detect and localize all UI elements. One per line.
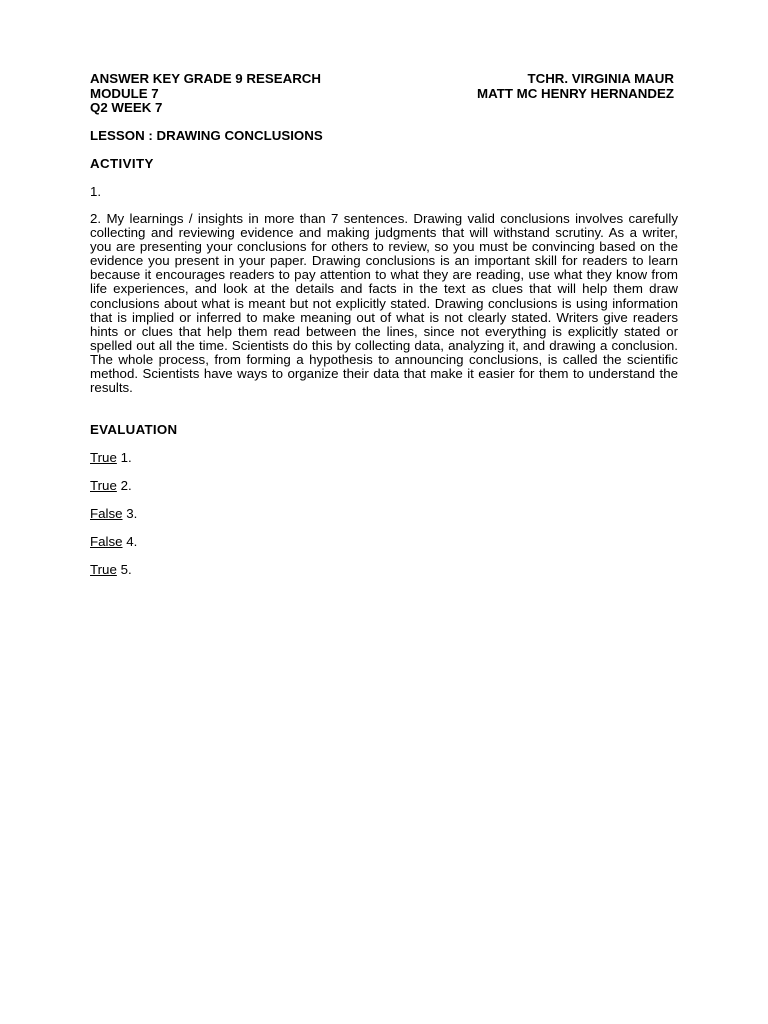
activity-heading: ACTIVITY <box>90 156 154 171</box>
evaluation-item <box>90 450 137 478</box>
evaluation-number: 3. <box>126 506 138 521</box>
evaluation-answer: True <box>90 562 117 577</box>
lesson-title: LESSON : DRAWING CONCLUSIONS <box>90 128 323 143</box>
evaluation-answer: False <box>90 534 123 549</box>
evaluation-answer: False <box>90 506 123 521</box>
evaluation-number: 1. <box>120 450 132 465</box>
evaluation-item <box>90 534 137 562</box>
module-label: MODULE 7 <box>90 85 159 101</box>
header-row-2 <box>90 87 674 102</box>
evaluation-item <box>90 562 137 590</box>
week-label: Q2 WEEK 7 <box>90 100 163 115</box>
teacher-name: TCHR. VIRGINIA MAUR <box>527 71 674 86</box>
evaluation-number: 4. <box>126 534 138 549</box>
student-name: MATT MC HENRY HERNANDEZ <box>477 85 674 101</box>
activity-item-1: 1. <box>90 184 102 199</box>
header-row-1 <box>90 72 674 87</box>
evaluation-answer: True <box>90 450 117 465</box>
header-row-3 <box>90 101 674 116</box>
evaluation-number: 5. <box>120 562 132 577</box>
document-header <box>90 72 674 116</box>
activity-item-2: 2. My learnings / insights in more than 7 sentences. Drawing valid conclusions involves carefully collecting and reviewing evidence and making judgments that will withstand scrutiny. As a writer, you are presenting your conclusions for others to review, so you must be convincing based on the evidence you present in your paper. Drawing conclusions is an important skill for readers to learn because it encourages readers to pay attention to what they are reading, use what they know from life experiences, and look at the details and facts in the text as clues that will help them draw conclusions about what is meant but not explicitly stated. Drawing conclusions is using information that is implied or inferred to make meaning out of what is not clearly stated. Writers give readers hints or clues that help them read between the lines, since not everything is explicitly stated or spelled out all the time. Scientists do this by collecting data, analyzing it, and drawing a conclusion. The whole process, from forming a hypothesis to announcing conclusions, is called the scientific method. Scientists have ways to organize their data that make it easier for them to understand the results. <box>90 211 678 396</box>
evaluation-item <box>90 478 137 506</box>
evaluation-number: 2. <box>120 478 132 493</box>
evaluation-item <box>90 506 137 534</box>
document-title: ANSWER KEY GRADE 9 RESEARCH <box>90 71 322 86</box>
evaluation-answer: True <box>90 478 117 493</box>
evaluation-list <box>90 450 137 590</box>
evaluation-heading: EVALUATION <box>90 422 178 437</box>
